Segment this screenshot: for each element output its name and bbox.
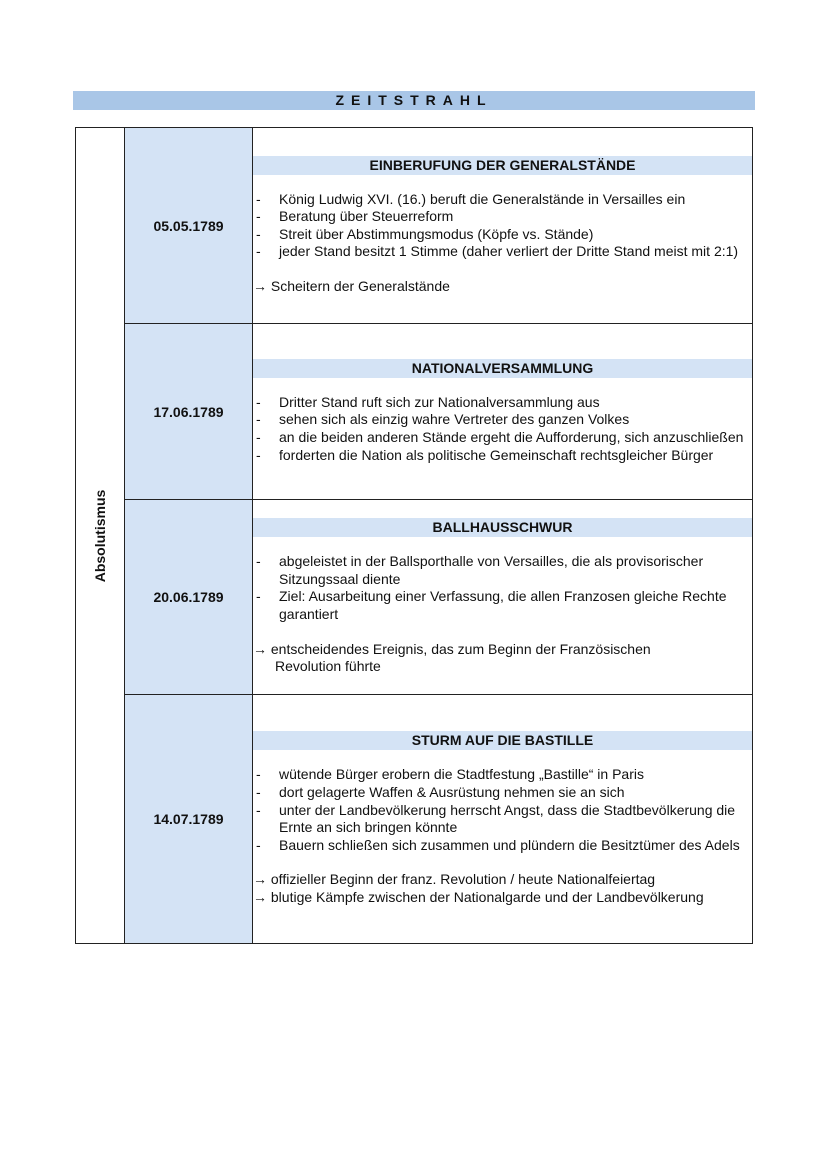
event-note: [253, 278, 752, 296]
bullet-item: - unter der Landbevölkerung herrscht Angst, dass die Stadtbevölkerung die Ernte an sich bringen könnte: [253, 802, 752, 837]
bullet-item: - Ziel: Ausarbeitung einer Verfassung, die allen Franzosen gleiche Rechte garantiert: [253, 588, 752, 623]
event-content: [253, 324, 753, 500]
note-line: Revolution führte: [275, 658, 381, 675]
bullet-item: - abgeleistet in der Ballsporthalle von Versailles, die als provisorischer Sitzungssaal diente: [253, 553, 752, 588]
page-title: ZEITSTRAHL: [73, 91, 755, 110]
event-bullets: [253, 553, 752, 623]
bullet-item: - jeder Stand besitzt 1 Stimme (daher verliert der Dritte Stand meist mit 2:1): [253, 243, 752, 261]
bullet-item: - Beratung über Steuerreform: [253, 208, 752, 226]
event-title: NATIONALVERSAMMLUNG: [253, 359, 752, 378]
note-line: → Scheitern der Generalstände: [253, 277, 450, 294]
bullet-item: - Dritter Stand ruft sich zur Nationalversammlung aus: [253, 394, 752, 412]
bullet-item: - König Ludwig XVI. (16.) beruft die Generalstände in Versailles ein: [253, 191, 752, 209]
bullet-item: - wütende Bürger erobern die Stadtfestung „Bastille“ in Paris: [253, 766, 752, 784]
event-date: 17.06.1789: [125, 324, 253, 500]
bullet-item: - an die beiden anderen Stände ergeht die Aufforderung, sich anzuschließen: [253, 429, 752, 447]
bullet-item: - forderten die Nation als politische Gemeinschaft rechtsgleicher Bürger: [253, 447, 752, 465]
timeline-row: [76, 500, 753, 695]
bullet-item: - sehen sich als einzig wahre Vertreter des ganzen Volkes: [253, 411, 752, 429]
bullet-item: - Bauern schließen sich zusammen und plündern die Besitztümer des Adels: [253, 837, 752, 855]
timeline-row: [76, 324, 753, 500]
era-cell: [76, 128, 125, 944]
event-date: 14.07.1789: [125, 695, 253, 944]
event-date: 20.06.1789: [125, 500, 253, 695]
event-date: 05.05.1789: [125, 128, 253, 324]
event-bullets: [253, 766, 752, 854]
event-title: BALLHAUSSCHWUR: [253, 518, 752, 537]
note-line: → blutige Kämpfe zwischen der Nationalgarde und der Landbevölkerung: [253, 888, 704, 905]
note-line: → offizieller Beginn der franz. Revolution / heute Nationalfeiertag: [253, 871, 656, 888]
event-bullets: [253, 191, 752, 261]
event-title: EINBERUFUNG DER GENERALSTÄNDE: [253, 156, 752, 175]
event-note: [253, 641, 752, 676]
bullet-item: - dort gelagerte Waffen & Ausrüstung nehmen sie an sich: [253, 784, 752, 802]
event-title: STURM AUF DIE BASTILLE: [253, 731, 752, 750]
timeline-table: [75, 127, 753, 944]
timeline-row: [76, 128, 753, 324]
note-line: → entscheidendes Ereignis, das zum Beginn der Französischen: [253, 640, 651, 657]
event-bullets: [253, 394, 752, 464]
era-label: Absolutismus: [92, 489, 108, 582]
event-content: [253, 500, 753, 695]
event-note: [253, 871, 752, 906]
timeline-row: [76, 695, 753, 944]
event-content: [253, 695, 753, 944]
event-content: [253, 128, 753, 324]
bullet-item: - Streit über Abstimmungsmodus (Köpfe vs. Stände): [253, 226, 752, 244]
